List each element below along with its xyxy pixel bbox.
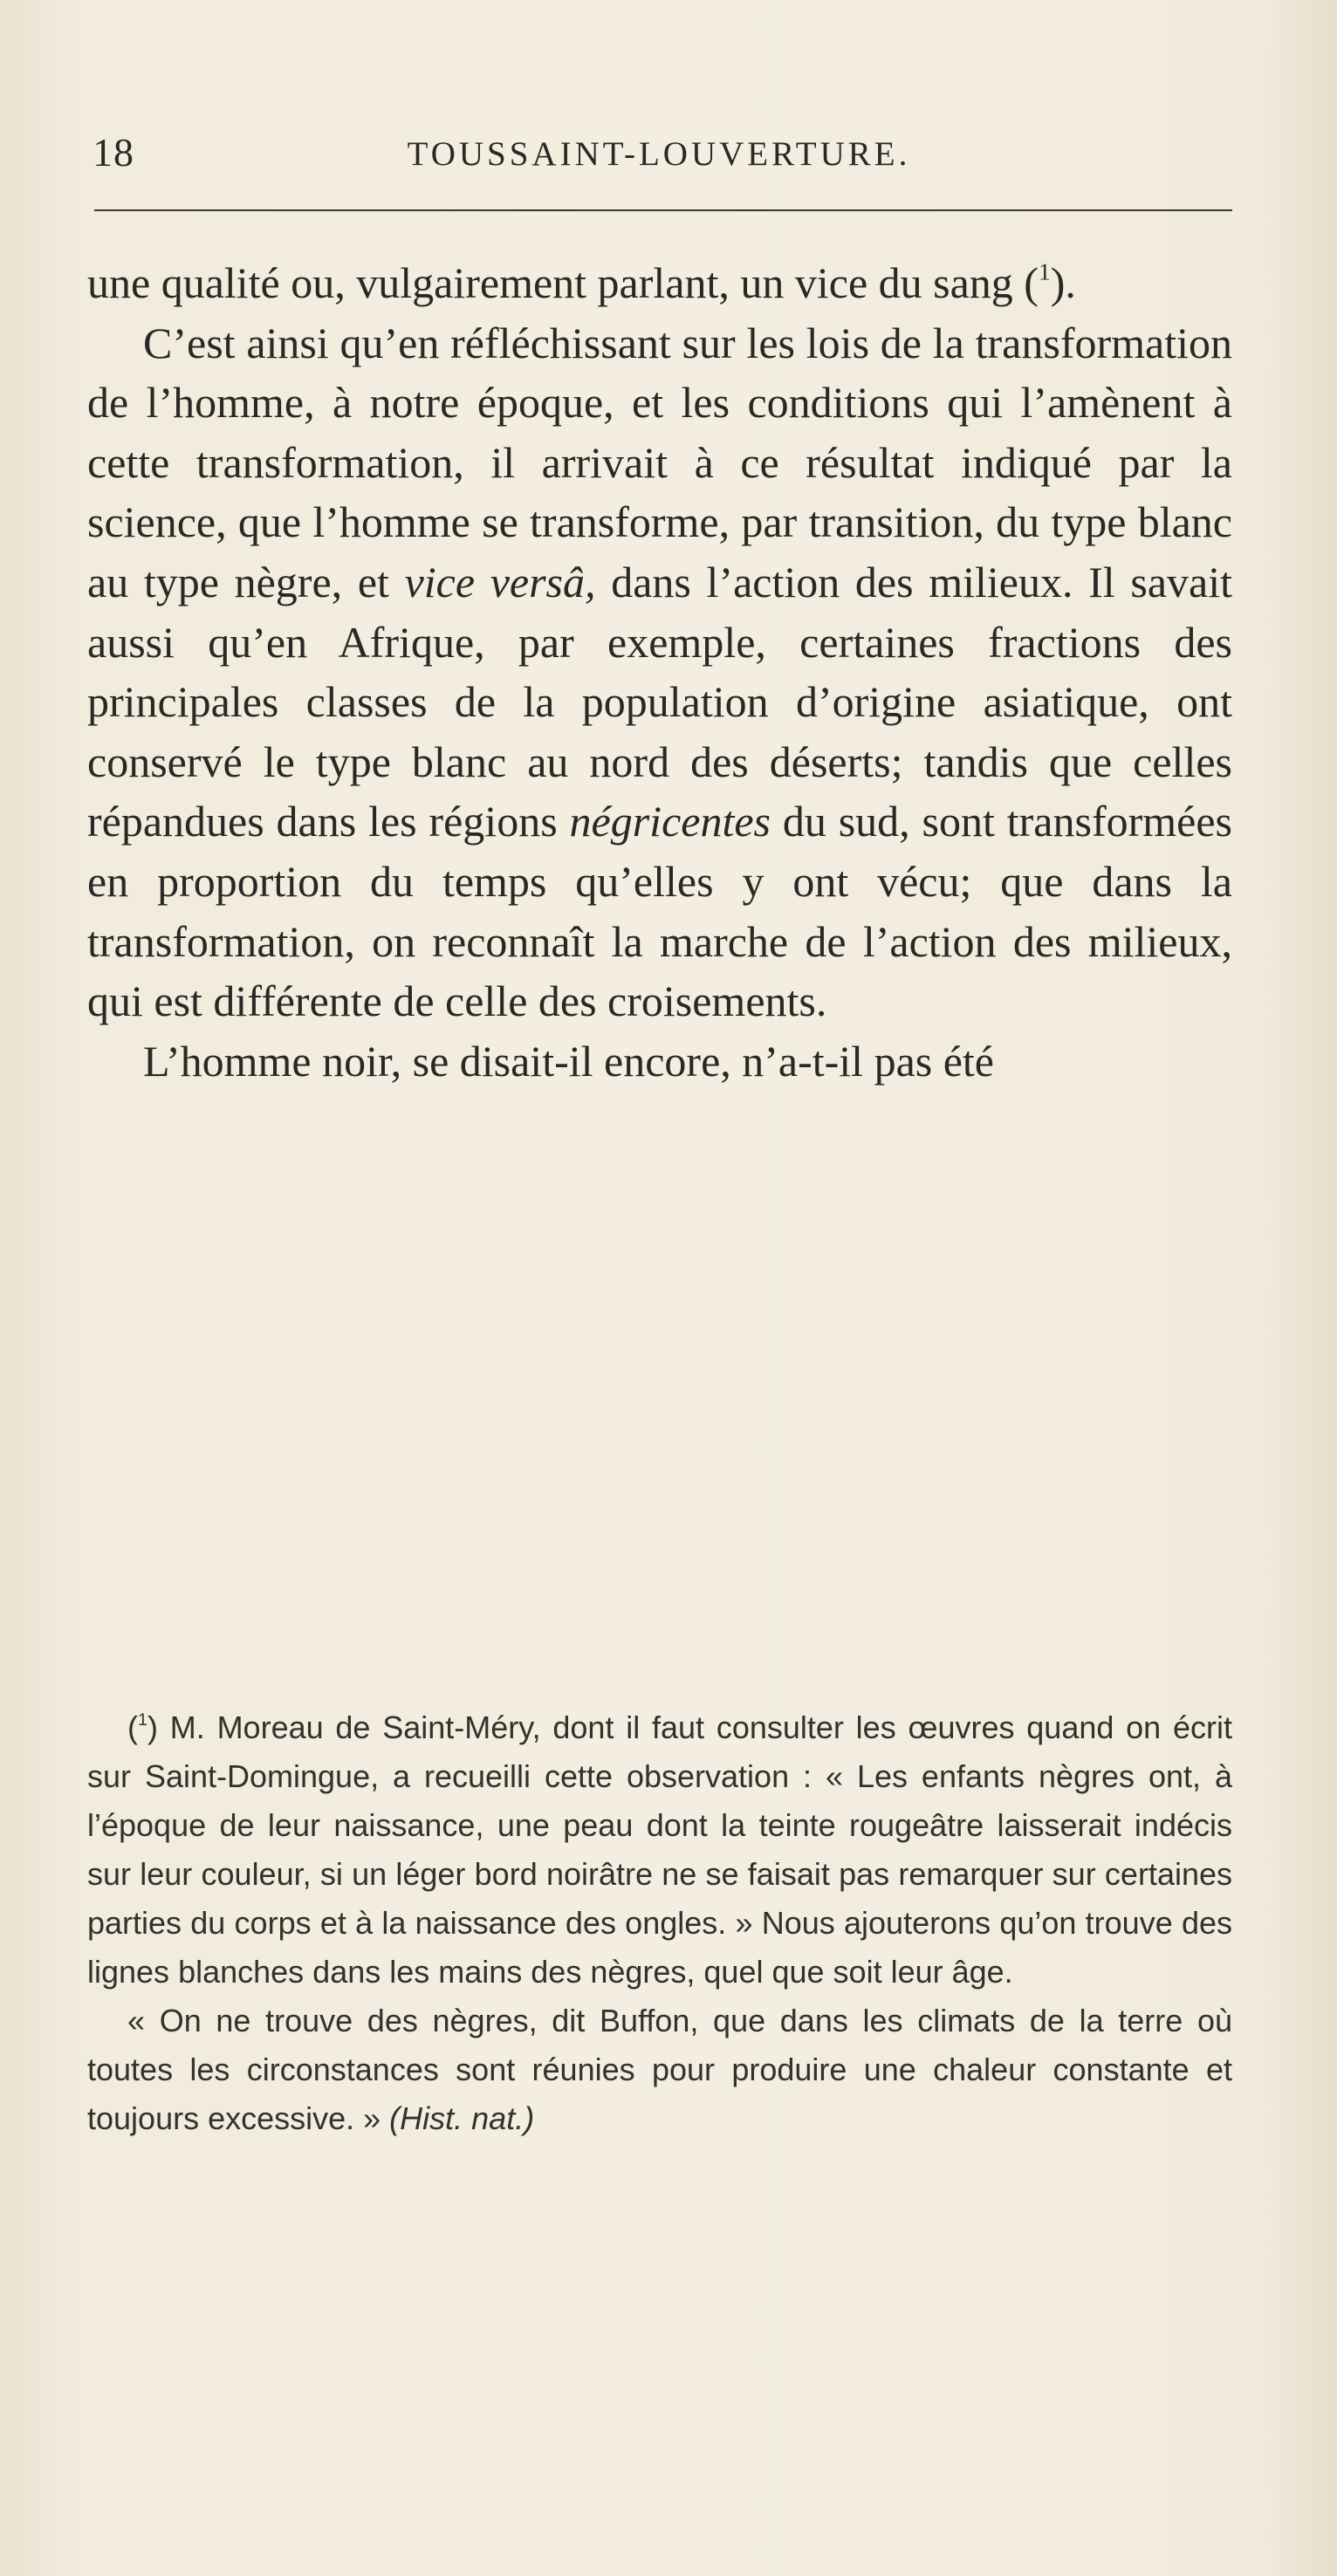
paragraph-1-end: ). bbox=[1050, 258, 1076, 307]
page-number: 18 bbox=[93, 130, 134, 175]
body-text bbox=[87, 253, 1232, 1091]
running-title: TOUSSAINT-LOUVERTURE. bbox=[407, 135, 911, 173]
footnote-2-text: « On ne trouve des nègres, dit Buffon, que dans les climats de la terre où toutes les circonstances sont réunies pour produire une chaleur constante et toujours excessive. » bbox=[87, 2003, 1232, 2136]
italic-vice-versa: vice versâ, bbox=[404, 557, 596, 606]
paragraph-1-text: une qualité ou, vulgairement parlant, un vice du sang ( bbox=[87, 258, 1039, 307]
page-header bbox=[87, 129, 1231, 182]
footnote-1-mark-open: ( bbox=[127, 1709, 138, 1745]
footnote-reference: 1 bbox=[1038, 257, 1051, 285]
footnote-1-mark-close: ) bbox=[147, 1709, 159, 1745]
italic-negricentes: négricentes bbox=[569, 797, 771, 846]
paragraph-2-middle: dans l’action des milieux. Il savait aussi qu’en Afrique, par exemple, certaines fractions des principales classes de la population d’origine asiatique, ont conservé le type blanc au nord des déserts; tandis que celles répandues dans les régions bbox=[87, 557, 1232, 846]
footnotes bbox=[87, 1703, 1232, 2143]
footnote-2 bbox=[87, 1997, 1232, 2143]
paragraph-3: L’homme noir, se disait-il encore, n’a-t-il pas été bbox=[143, 1036, 994, 1086]
paragraph-2-start: C’est ainsi qu’en réfléchissant sur les lois de la transformation de l’homme, à notre époque, et les conditions qui l’amènent à cette transformation, il arrivait à ce résultat indiqué par la science, que l’homme se transforme, par transition, du type blanc au type nègre, et bbox=[87, 318, 1232, 606]
footnote-1-number: 1 bbox=[138, 1710, 148, 1730]
footnote-2-citation: (Hist. nat.) bbox=[389, 2100, 535, 2136]
header-rule bbox=[94, 209, 1232, 211]
paragraph-2-end: du sud, sont transformées en proportion du temps qu’elles y ont vécu; que dans la transformation, on reconnaît la marche de l’action des milieux, qui est différente de celle des croisements. bbox=[87, 797, 1232, 1026]
footnote-1 bbox=[87, 1703, 1232, 1997]
paragraph-2 bbox=[87, 313, 1232, 1031]
footnote-1-text: M. Moreau de Saint-Méry, dont il faut consulter les œuvres quand on écrit sur Saint-Domingue, a recueilli cette observation : « Les enfants nègres ont, à l’époque de leur naissance, une peau dont la teinte rougeâtre laisserait indécis sur leur couleur, si un léger bord noirâtre ne se faisait pas remarquer sur certaines parties du corps et à la naissance des ongles. » Nous ajouterons qu’on trouve des lignes blanches dans les mains des nègres, quel que soit leur âge. bbox=[87, 1709, 1232, 1990]
paragraph-1 bbox=[87, 253, 1232, 313]
